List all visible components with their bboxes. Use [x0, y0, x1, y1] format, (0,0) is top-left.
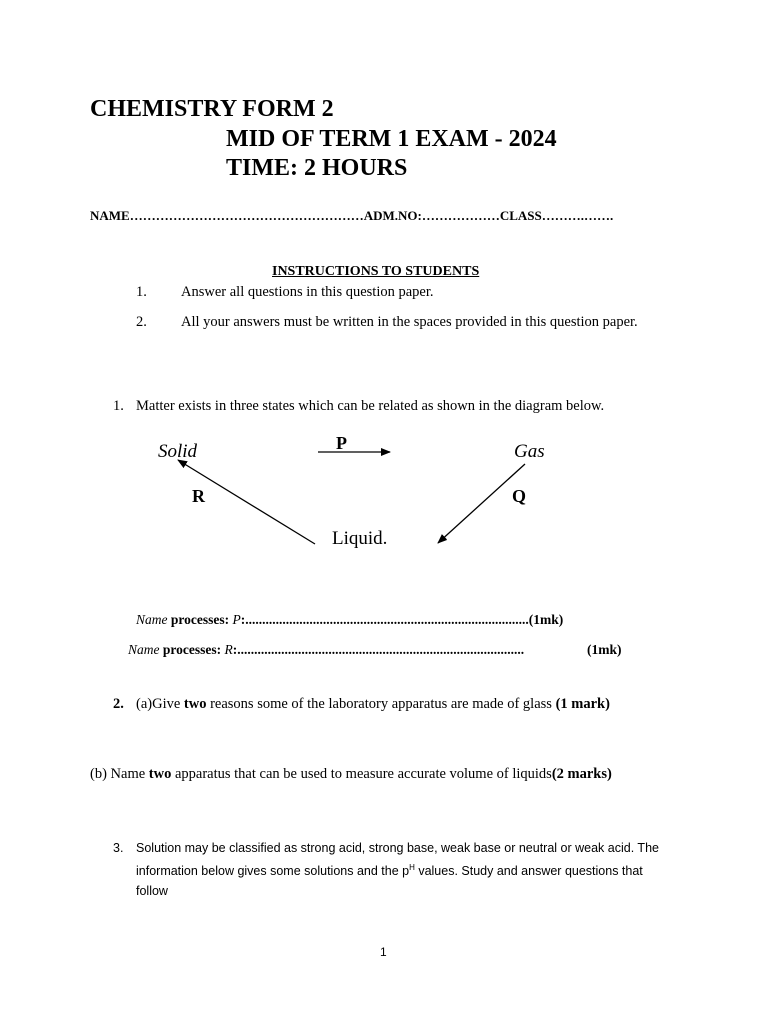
subject-title: CHEMISTRY FORM 2 [90, 96, 334, 122]
q2a-text [136, 696, 610, 713]
q1-text: Matter exists in three states which can be related as shown in the diagram below. [136, 398, 605, 414]
q2b-text [90, 766, 612, 783]
q3-number: 3. [113, 841, 124, 855]
answer-line-r [128, 642, 524, 658]
q2a-marks: (1 mark) [555, 696, 610, 712]
process-letter: R [224, 642, 233, 657]
name-word: Name [136, 612, 168, 627]
q2b-marks: (2 marks) [551, 766, 612, 782]
q3-line-2b: values. Study and answer questions that [414, 864, 643, 879]
q2b-bold: two [148, 766, 172, 782]
process-letter: P [232, 612, 241, 627]
marks-label: (1mk) [587, 642, 622, 657]
answer-dots[interactable]: :..................................................................................... [232, 642, 525, 657]
processes-word: processes: [159, 642, 225, 657]
instructions-heading: INSTRUCTIONS TO STUDENTS [272, 264, 480, 279]
states-of-matter-diagram [150, 430, 580, 555]
gas-label: Gas [514, 441, 545, 462]
marks-label: (1mk) [528, 612, 564, 627]
q3-line-3: follow [136, 884, 168, 899]
q3-line-2 [136, 858, 696, 881]
q3-line-2a: information below gives some solutions and the p [136, 864, 410, 879]
instruction-number: 1. [136, 284, 147, 300]
process-q-label: Q [512, 486, 527, 506]
ph-superscript: H [409, 863, 415, 872]
process-r-label: R [192, 486, 205, 506]
q2-number: 2. [113, 696, 124, 712]
exam-title: MID OF TERM 1 EXAM - 2024 [226, 126, 557, 152]
q1-number: 1. [113, 398, 124, 414]
q2a-bold: two [183, 696, 207, 712]
instruction-text: All your answers must be written in the spaces provided in this question paper. [181, 314, 638, 330]
liquid-label: Liquid. [332, 528, 388, 549]
q2b-pre: (b) Name [90, 766, 149, 782]
q2a-post: reasons some of the laboratory apparatus are made of glass [206, 696, 556, 712]
name-word: Name [128, 642, 160, 657]
q3-text [136, 838, 696, 901]
page-number: 1 [380, 945, 387, 959]
q2b-post: apparatus that can be used to measure accurate volume of liquids [171, 766, 552, 782]
time-title: TIME: 2 HOURS [226, 155, 408, 181]
instruction-text: Answer all questions in this question paper. [181, 284, 434, 300]
answer-line-p [136, 612, 563, 628]
q2a-pre: (a)Give [136, 696, 184, 712]
instruction-number: 2. [136, 314, 147, 330]
solid-label: Solid [158, 441, 198, 462]
processes-word: processes: [167, 612, 233, 627]
process-p-label: P [336, 433, 347, 453]
student-details-line: NAME………………………………………………ADM.NO:………………CLASS……….……. [90, 208, 614, 223]
answer-dots[interactable]: :.................................................................................... [240, 612, 529, 627]
q3-line-1: Solution may be classified as strong acid, strong base, weak base or neutral or weak acid. The [136, 841, 659, 855]
